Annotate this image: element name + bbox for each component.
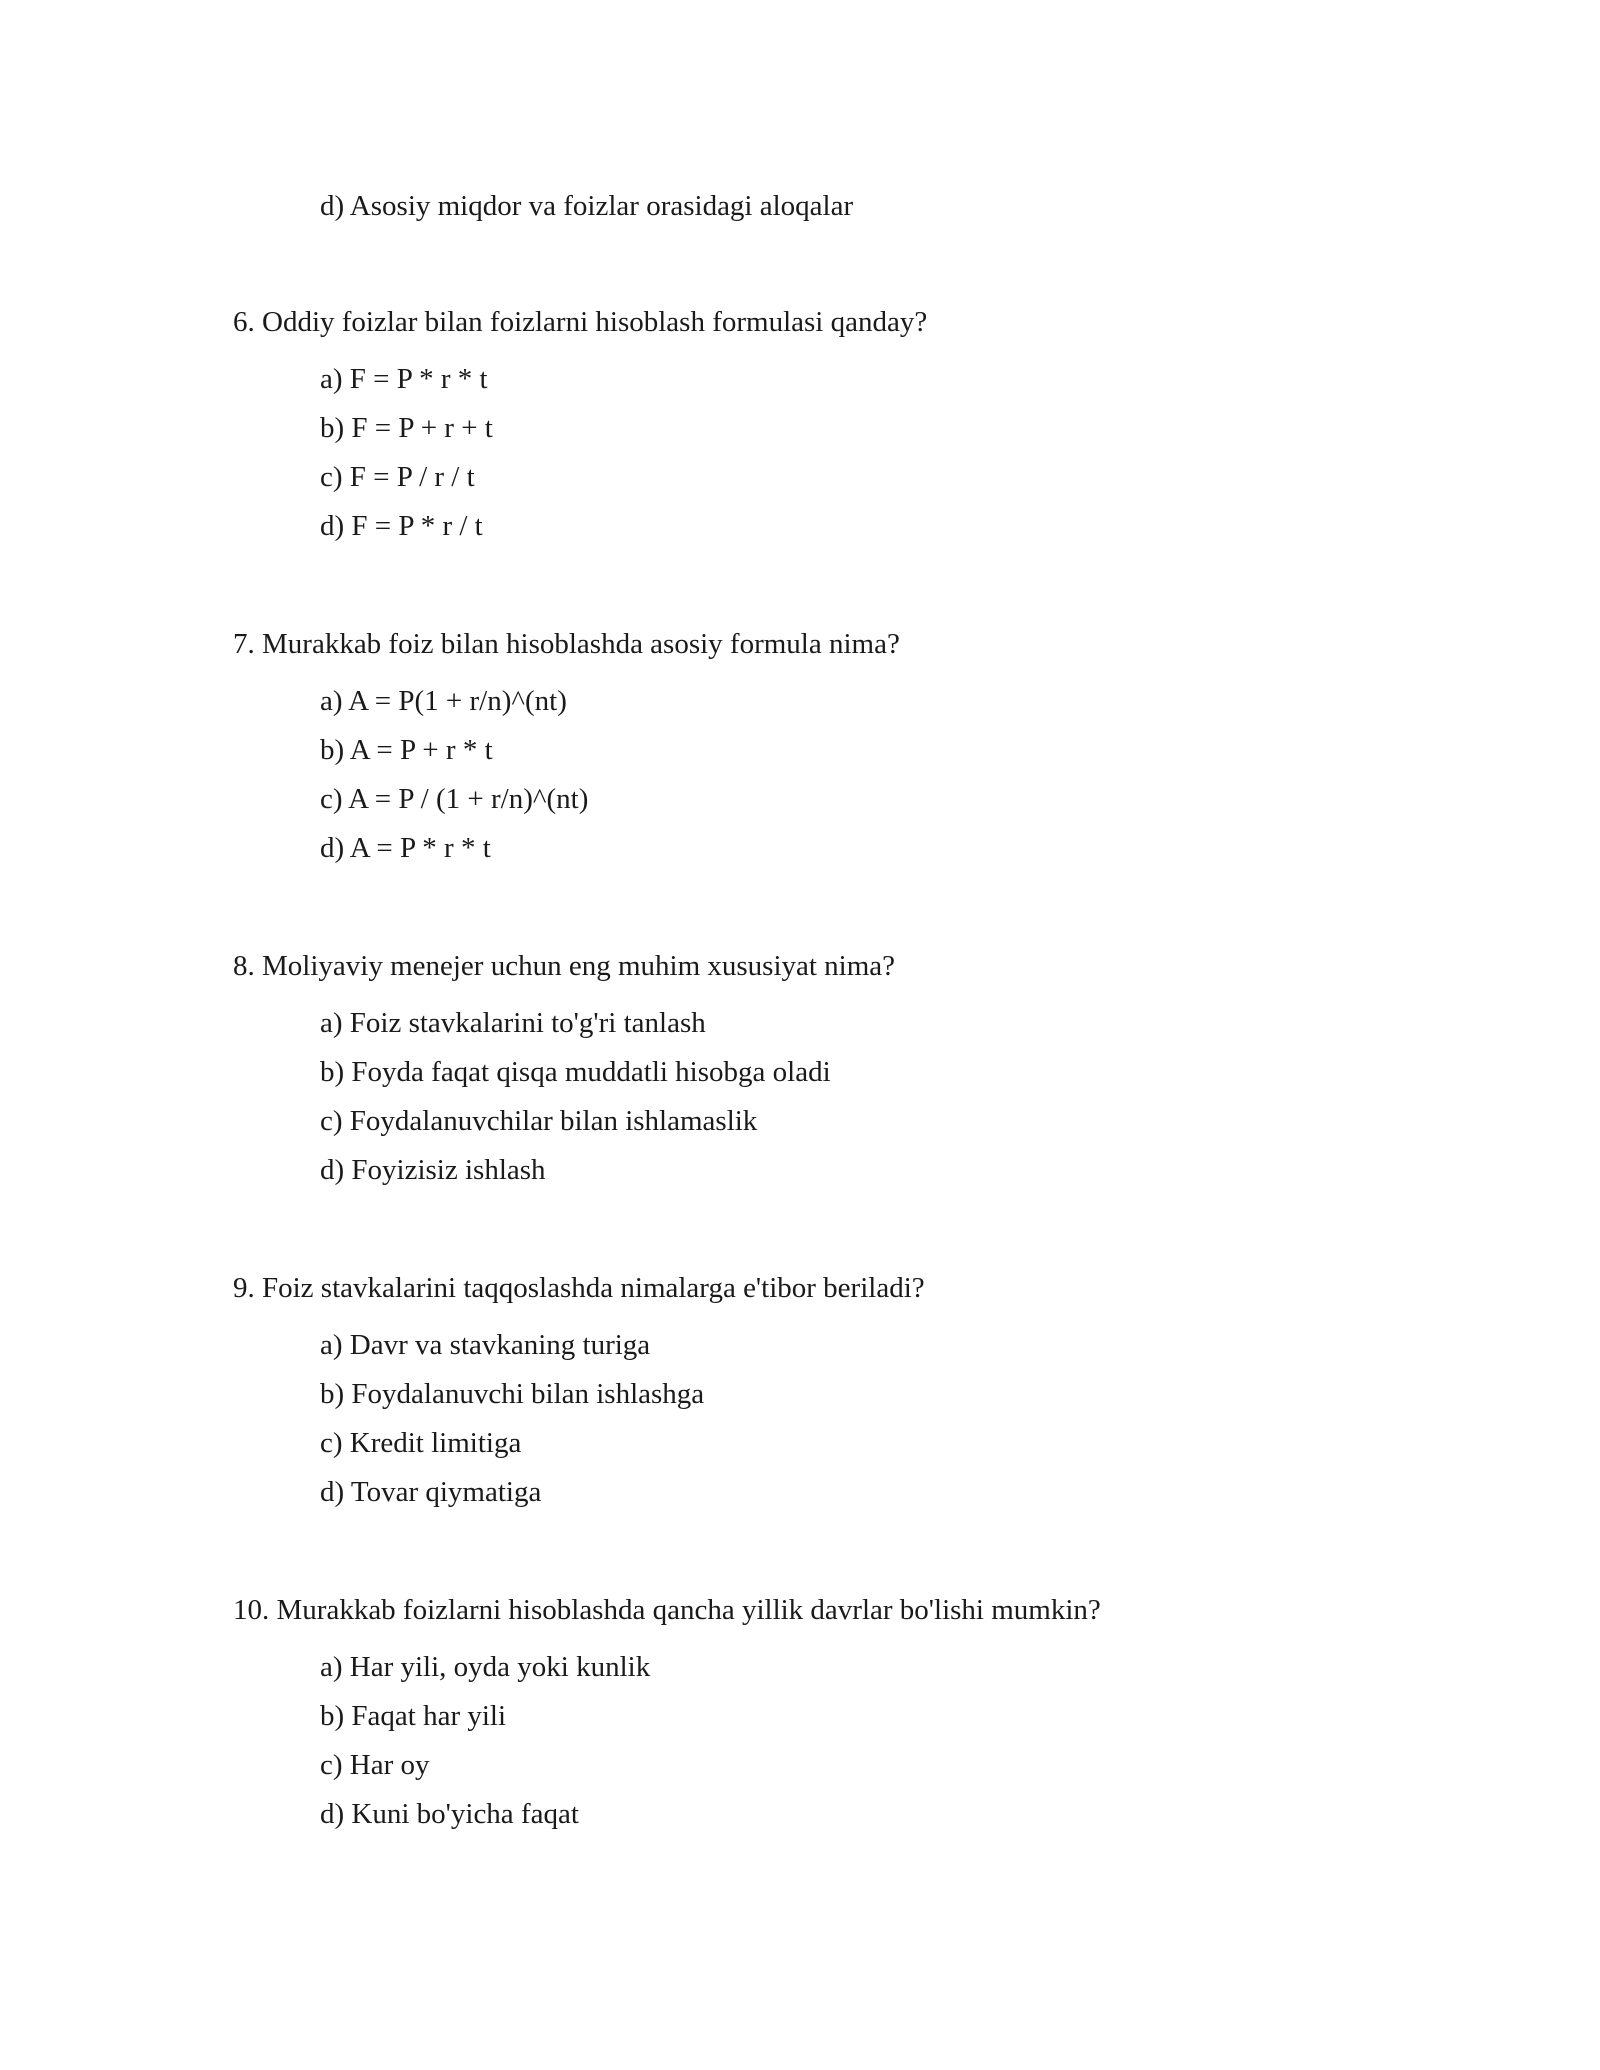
- option-8d: d) Foyizisiz ishlash: [320, 1154, 546, 1186]
- option-9b: b) Foydalanuvchi bilan ishlashga: [320, 1378, 705, 1410]
- option-9a: a) Davr va stavkaning turiga: [320, 1329, 651, 1361]
- option-10a: a) Har yili, oyda yoki kunlik: [320, 1651, 651, 1683]
- question-10: 10. Murakkab foizlarni hisoblashda qancha yillik davrlar bo'lishi mumkin?: [233, 1594, 1101, 1626]
- option-8b: b) Foyda faqat qisqa muddatli hisobga oladi: [320, 1056, 831, 1088]
- option-7c: c) A = P / (1 + r/n)^(nt): [320, 783, 589, 815]
- option-6d: d) F = P * r / t: [320, 510, 483, 542]
- option-6b: b) F = P + r + t: [320, 412, 493, 444]
- option-9d: d) Tovar qiymatiga: [320, 1476, 542, 1508]
- option-8c: c) Foydalanuvchilar bilan ishlamaslik: [320, 1105, 758, 1137]
- option-8a: a) Foiz stavkalarini to'g'ri tanlash: [320, 1007, 706, 1039]
- option-6a: a) F = P * r * t: [320, 363, 488, 395]
- option-10b: b) Faqat har yili: [320, 1700, 507, 1732]
- option-10d: d) Kuni bo'yicha faqat: [320, 1798, 579, 1830]
- option-7b: b) A = P + r * t: [320, 734, 493, 766]
- question-8: 8. Moliyaviy menejer uchun eng muhim xususiyat nima?: [233, 950, 896, 982]
- option-6c: c) F = P / r / t: [320, 461, 475, 493]
- question-6: 6. Oddiy foizlar bilan foizlarni hisoblash formulasi qanday?: [233, 306, 928, 338]
- option-9c: c) Kredit limitiga: [320, 1427, 522, 1459]
- option-10c: c) Har oy: [320, 1749, 430, 1781]
- question-9: 9. Foiz stavkalarini taqqoslashda nimalarga e'tibor beriladi?: [233, 1272, 925, 1304]
- option-7d: d) A = P * r * t: [320, 832, 491, 864]
- option-5d: d) Asosiy miqdor va foizlar orasidagi aloqalar: [320, 190, 854, 222]
- question-7: 7. Murakkab foiz bilan hisoblashda asosiy formula nima?: [233, 628, 900, 660]
- option-7a: a) A = P(1 + r/n)^(nt): [320, 685, 567, 717]
